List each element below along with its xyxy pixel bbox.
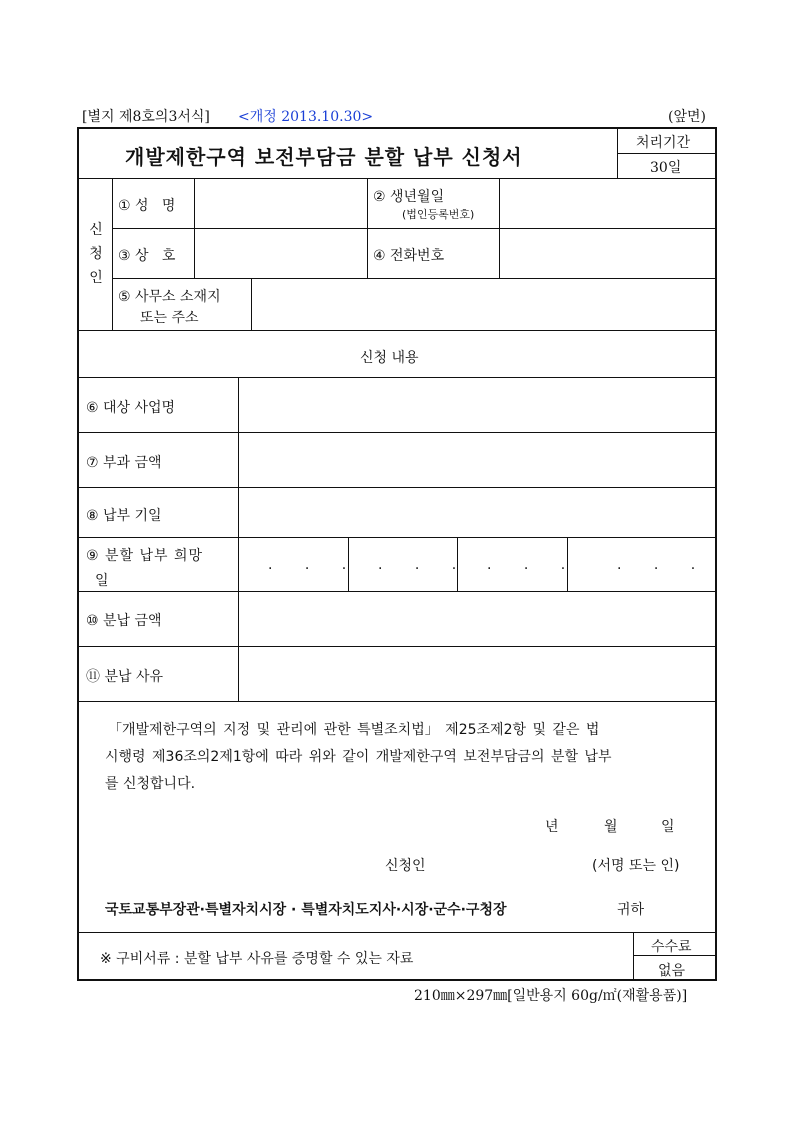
install-amount-label: ⑩ 분납 금액 xyxy=(86,613,162,629)
revision-note: <개정 2013.10.30> xyxy=(238,109,374,125)
phone-label: ④ 전화번호 xyxy=(373,248,445,264)
address-label: ⑤ 사무소 소재지 xyxy=(118,289,221,305)
divider xyxy=(78,178,716,179)
addressee-suffix: 귀하 xyxy=(617,902,645,918)
name-field[interactable] xyxy=(196,180,366,227)
install-amount-field[interactable] xyxy=(240,593,714,645)
addressee: 국토교통부장관·특별자치시장 · 특별자치도지사·시장·군수·구청장 xyxy=(105,902,507,918)
processing-value: 30일 xyxy=(650,160,682,176)
divider xyxy=(78,646,716,647)
fee-value: 없음 xyxy=(658,963,686,979)
form-number: [별지 제8호의3서식] xyxy=(82,109,210,125)
frame-left xyxy=(77,127,79,981)
project-label: ⑥ 대상 사업명 xyxy=(86,400,176,416)
signature-mark: (서명 또는 인) xyxy=(592,858,680,874)
statement-line-3: 를 신청합니다. xyxy=(105,776,196,792)
divider xyxy=(112,178,113,330)
date-year: 년 xyxy=(545,819,559,835)
statement-line-2: 시행령 제36조의2제1항에 따라 위와 같이 개발제한구역 보전부담금의 분할 납부 xyxy=(105,749,612,765)
divider xyxy=(78,330,716,331)
fee-label: 수수료 xyxy=(651,939,692,955)
wish-date-3[interactable]: . . . xyxy=(487,557,580,573)
divider xyxy=(78,932,716,933)
levy-amount-field[interactable] xyxy=(240,434,714,486)
install-reason-field[interactable] xyxy=(240,648,714,700)
paper-spec: 210㎜×297㎜[일반용지 60g/㎡(재활용품)] xyxy=(414,988,688,1004)
form-title: 개발제한구역 보전부담금 분할 납부 신청서 xyxy=(125,145,523,169)
frame-bottom xyxy=(77,979,717,981)
divider xyxy=(78,377,716,378)
date-day: 일 xyxy=(661,819,675,835)
frame-right xyxy=(715,127,717,981)
birth-label: ② 생년월일 xyxy=(373,189,445,205)
wish-date-label-2: 일 xyxy=(95,573,109,589)
divider xyxy=(112,278,716,279)
divider xyxy=(238,377,239,537)
divider xyxy=(78,432,716,433)
birth-field[interactable] xyxy=(501,180,714,227)
divider xyxy=(251,278,252,330)
birth-sublabel: (법인등록번호) xyxy=(402,208,475,221)
divider xyxy=(367,178,368,278)
frame-top xyxy=(77,127,717,129)
content-header: 신청 내용 xyxy=(360,350,419,366)
phone-field[interactable] xyxy=(501,230,714,277)
wish-date-1[interactable]: . . . xyxy=(268,557,361,573)
date-month: 월 xyxy=(604,819,618,835)
statement-line-1: 「개발제한구역의 지정 및 관리에 관한 특별조치법」 제25조제2항 및 같은 법 xyxy=(108,722,600,738)
divider xyxy=(78,701,716,702)
divider xyxy=(78,537,716,538)
address-label-2: 또는 주소 xyxy=(140,310,199,326)
divider xyxy=(78,487,716,488)
page-side: (앞면) xyxy=(668,109,706,125)
wish-date-4[interactable]: . . . xyxy=(617,557,710,573)
due-date-label: ⑧ 납부 기일 xyxy=(86,508,162,524)
processing-label: 처리기간 xyxy=(636,135,691,151)
due-date-field[interactable] xyxy=(240,489,714,536)
divider xyxy=(112,228,716,229)
signature-label: 신청인 xyxy=(385,858,426,874)
divider xyxy=(633,932,634,980)
name-label: ① 성 명 xyxy=(118,198,176,214)
divider xyxy=(194,178,195,278)
project-field[interactable] xyxy=(240,379,714,431)
divider xyxy=(78,591,716,592)
company-label: ③ 상 호 xyxy=(118,248,176,264)
divider xyxy=(499,178,500,278)
company-field[interactable] xyxy=(196,230,366,277)
divider xyxy=(617,153,716,154)
required-documents: ※ 구비서류 : 분할 납부 사유를 증명할 수 있는 자료 xyxy=(100,951,414,967)
install-reason-label: ⑪ 분납 사유 xyxy=(86,669,163,685)
wish-date-2[interactable]: . . . xyxy=(378,557,471,573)
address-field[interactable] xyxy=(253,280,714,329)
divider xyxy=(238,537,239,591)
levy-amount-label: ⑦ 부과 금액 xyxy=(86,455,162,471)
wish-date-label: ⑨ 분할 납부 희망 xyxy=(86,548,204,564)
section-label-applicant: 신 청 인 xyxy=(89,222,103,286)
